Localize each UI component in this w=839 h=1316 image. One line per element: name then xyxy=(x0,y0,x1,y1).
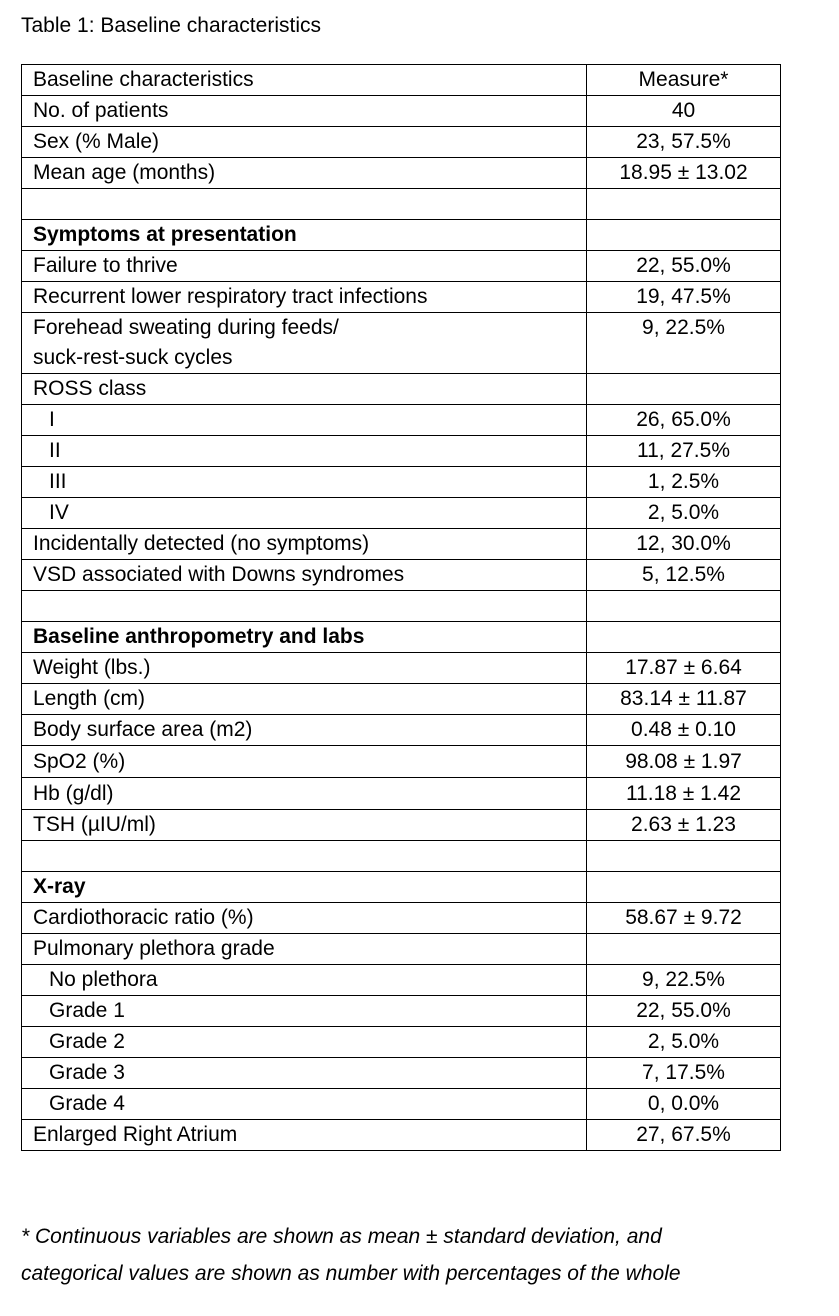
row-value: 2.63 ± 1.23 xyxy=(587,810,781,841)
table-row xyxy=(22,903,781,934)
row-value xyxy=(587,189,781,220)
section-title-anthropometry: Baseline anthropometry and labs xyxy=(22,622,587,653)
table-row xyxy=(22,467,781,498)
table-row xyxy=(22,653,781,684)
section-header-row xyxy=(22,220,781,251)
header-label-cell: Baseline characteristics xyxy=(22,65,587,96)
row-value: 11.18 ± 1.42 xyxy=(587,778,781,810)
row-value: 19, 47.5% xyxy=(587,282,781,313)
row-label-multiline xyxy=(22,313,587,374)
row-label: Length (cm) xyxy=(22,684,587,715)
row-value: 2, 5.0% xyxy=(587,498,781,529)
table-footnote xyxy=(21,1218,831,1292)
table-row xyxy=(22,684,781,715)
row-label: No. of patients xyxy=(22,96,587,127)
empty-row xyxy=(22,841,781,872)
table-row xyxy=(22,965,781,996)
row-value xyxy=(587,934,781,965)
row-label: Hb (g/dl) xyxy=(22,778,587,810)
row-label: Grade 2 xyxy=(22,1027,587,1058)
row-value xyxy=(587,591,781,622)
row-label: VSD associated with Downs syndromes xyxy=(22,560,587,591)
table-row xyxy=(22,1089,781,1120)
table-row xyxy=(22,282,781,313)
row-label: Recurrent lower respiratory tract infections xyxy=(22,282,587,313)
footnote-line: * Continuous variables are shown as mean ± standard deviation, and xyxy=(21,1225,662,1248)
row-value: 98.08 ± 1.97 xyxy=(587,746,781,778)
row-label: III xyxy=(22,467,587,498)
row-label xyxy=(22,591,587,622)
table-row xyxy=(22,436,781,467)
row-label: Incidentally detected (no symptoms) xyxy=(22,529,587,560)
row-label: Mean age (months) xyxy=(22,158,587,189)
baseline-characteristics-table xyxy=(21,64,781,1151)
table-row xyxy=(22,560,781,591)
table-row xyxy=(22,127,781,158)
table-row xyxy=(22,746,781,778)
table-row xyxy=(22,1027,781,1058)
row-label: I xyxy=(22,405,587,436)
row-value: 12, 30.0% xyxy=(587,529,781,560)
row-label: Body surface area (m2) xyxy=(22,715,587,746)
row-value xyxy=(587,220,781,251)
row-label-line: Forehead sweating during feeds/ xyxy=(33,316,339,339)
row-value: 18.95 ± 13.02 xyxy=(587,158,781,189)
section-title-xray: X-ray xyxy=(22,872,587,903)
row-label-line: suck-rest-suck cycles xyxy=(33,346,233,369)
section-header-row xyxy=(22,872,781,903)
subgroup-header-row xyxy=(22,934,781,965)
table-row xyxy=(22,158,781,189)
table-row xyxy=(22,996,781,1027)
table-row xyxy=(22,405,781,436)
row-value xyxy=(587,841,781,872)
row-value: 11, 27.5% xyxy=(587,436,781,467)
table-row xyxy=(22,313,781,374)
empty-row xyxy=(22,189,781,220)
table-row xyxy=(22,1120,781,1151)
table-row xyxy=(22,498,781,529)
table-row xyxy=(22,715,781,746)
table-row xyxy=(22,529,781,560)
row-label: No plethora xyxy=(22,965,587,996)
row-value: 0.48 ± 0.10 xyxy=(587,715,781,746)
header-measure-cell: Measure* xyxy=(587,65,781,96)
row-value: 27, 67.5% xyxy=(587,1120,781,1151)
row-value: 7, 17.5% xyxy=(587,1058,781,1089)
row-label: TSH (µIU/ml) xyxy=(22,810,587,841)
row-value: 2, 5.0% xyxy=(587,1027,781,1058)
table-row xyxy=(22,96,781,127)
empty-row xyxy=(22,591,781,622)
row-label: Grade 3 xyxy=(22,1058,587,1089)
row-value: 22, 55.0% xyxy=(587,251,781,282)
row-label: Grade 1 xyxy=(22,996,587,1027)
row-value: 0, 0.0% xyxy=(587,1089,781,1120)
row-value xyxy=(587,872,781,903)
section-header-row xyxy=(22,622,781,653)
row-label: IV xyxy=(22,498,587,529)
row-value: 40 xyxy=(587,96,781,127)
row-label: ROSS class xyxy=(22,374,587,405)
row-value: 23, 57.5% xyxy=(587,127,781,158)
table-row xyxy=(22,251,781,282)
row-value xyxy=(587,622,781,653)
row-label: Grade 4 xyxy=(22,1089,587,1120)
row-value: 58.67 ± 9.72 xyxy=(587,903,781,934)
row-label: Pulmonary plethora grade xyxy=(22,934,587,965)
row-value xyxy=(587,374,781,405)
row-label xyxy=(22,189,587,220)
table-row xyxy=(22,1058,781,1089)
row-value: 5, 12.5% xyxy=(587,560,781,591)
row-label: Weight (lbs.) xyxy=(22,653,587,684)
row-value: 9, 22.5% xyxy=(587,965,781,996)
table-row xyxy=(22,810,781,841)
table-header-row xyxy=(22,65,781,96)
row-label: SpO2 (%) xyxy=(22,746,587,778)
row-value: 83.14 ± 11.87 xyxy=(587,684,781,715)
row-label: Failure to thrive xyxy=(22,251,587,282)
section-title-symptoms: Symptoms at presentation xyxy=(22,220,587,251)
footnote-line: categorical values are shown as number with percentages of the whole xyxy=(21,1262,681,1285)
row-label: Cardiothoracic ratio (%) xyxy=(22,903,587,934)
row-value: 26, 65.0% xyxy=(587,405,781,436)
table-row xyxy=(22,778,781,810)
subgroup-header-row xyxy=(22,374,781,405)
row-value: 17.87 ± 6.64 xyxy=(587,653,781,684)
row-label xyxy=(22,841,587,872)
row-value: 22, 55.0% xyxy=(587,996,781,1027)
row-value: 1, 2.5% xyxy=(587,467,781,498)
row-label: Sex (% Male) xyxy=(22,127,587,158)
row-value: 9, 22.5% xyxy=(587,313,781,374)
row-label: II xyxy=(22,436,587,467)
row-label: Enlarged Right Atrium xyxy=(22,1120,587,1151)
table-caption: Table 1: Baseline characteristics xyxy=(21,14,321,37)
